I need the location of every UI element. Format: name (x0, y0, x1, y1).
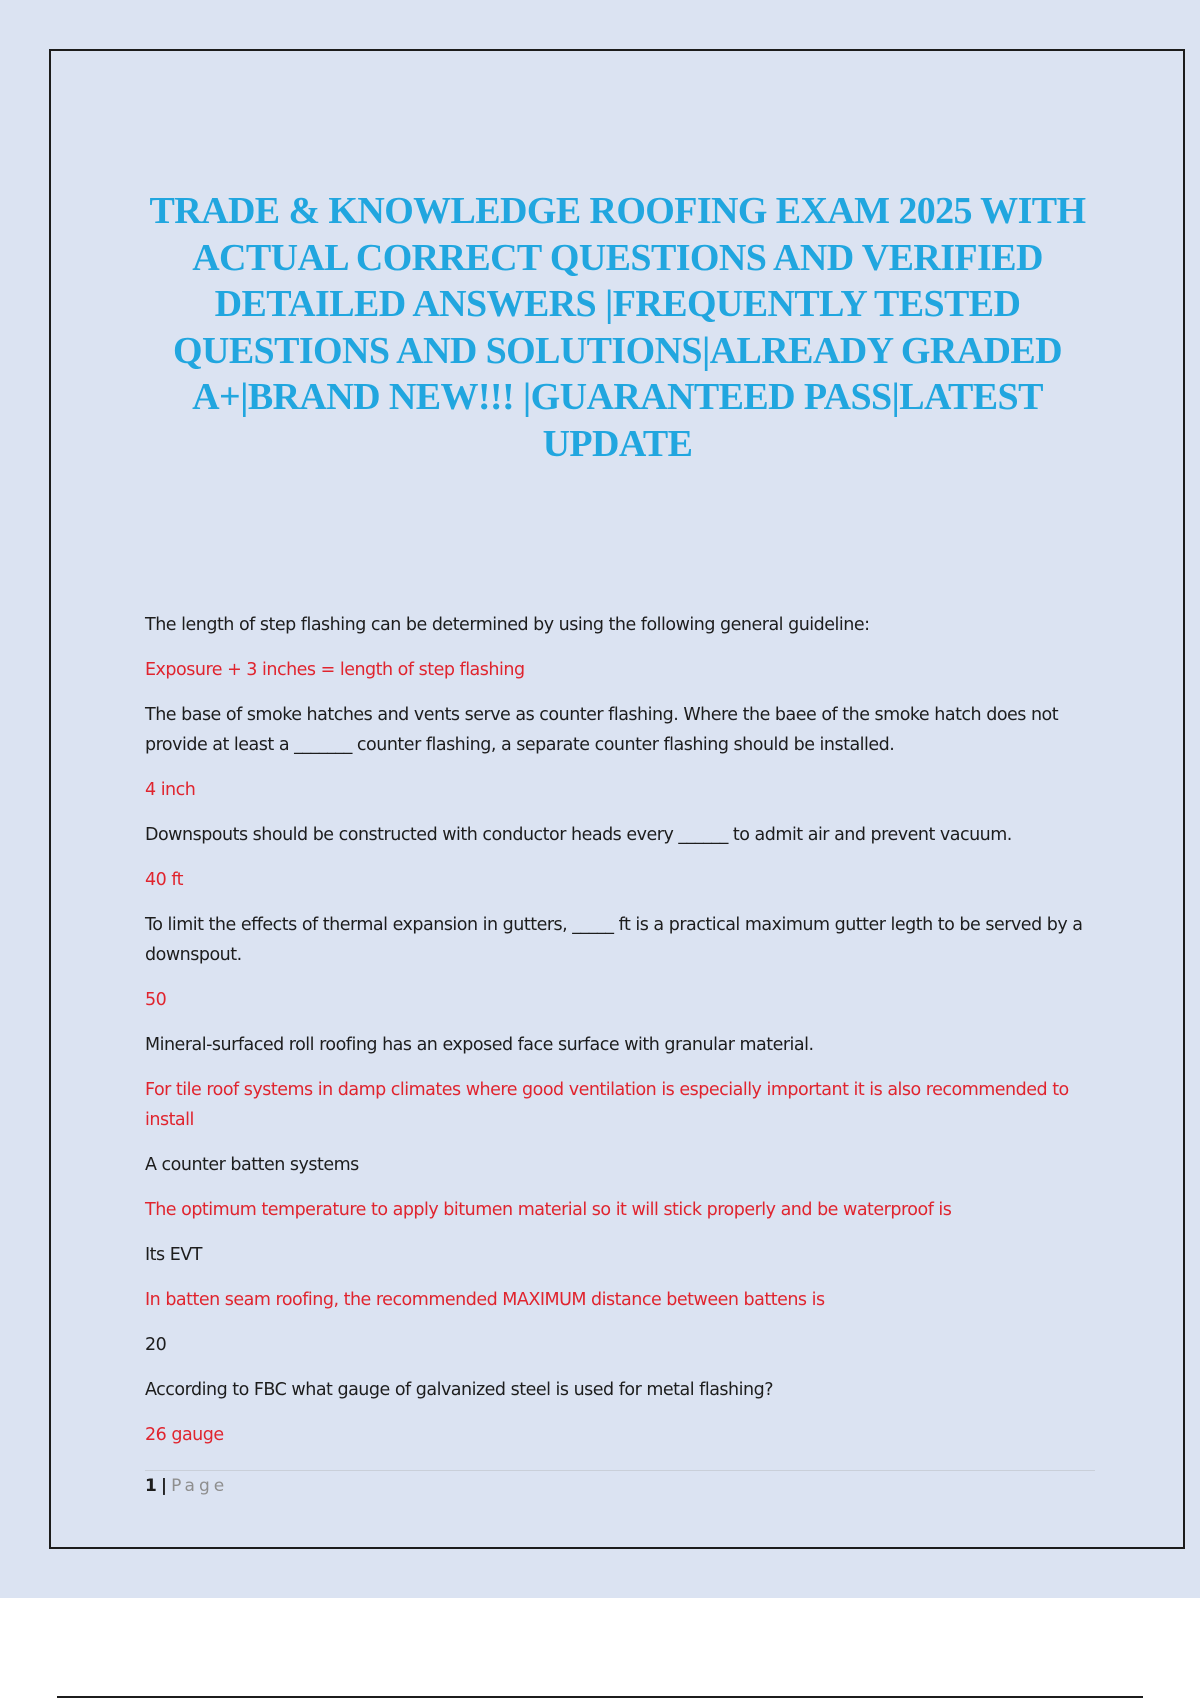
question-2: The base of smoke hatches and vents serve as counter flashing. Where the baee of the smoke hatch does not provide at least a _______ counter flashing, a separate counter flashing should be installed. (145, 705, 1059, 755)
footer-divider (145, 1470, 1095, 1471)
answer-9: 26 gauge (145, 1425, 224, 1445)
question-8: In batten seam roofing, the recommended MAXIMUM distance between battens is (145, 1290, 825, 1310)
question-3: Downspouts should be constructed with conductor heads every ______ to admit air and prevent vacuum. (145, 825, 1012, 845)
question-6: For tile roof systems in damp climates where good ventilation is especially important it is also recommended to install (145, 1080, 1069, 1130)
answer-2: 4 inch (145, 780, 196, 800)
page-footer (145, 1474, 228, 1498)
answer-6: A counter batten systems (145, 1155, 359, 1175)
page-number: 1 (145, 1476, 157, 1496)
answer-7: Its EVT (145, 1245, 202, 1265)
document-title: TRADE & KNOWLEDGE ROOFING EXAM 2025 WITH ACTUAL CORRECT QUESTIONS AND VERIFIED DETAILED ANSWERS |FREQUENTLY TESTED QUESTIONS AND SOLUTIONS|ALREADY GRADED A+|BRAND NEW!!! |GUARANTEED PASS|LATEST UPDATE (149, 190, 1086, 465)
answer-1: Exposure + 3 inches = length of step flashing (145, 660, 525, 680)
question-7: The optimum temperature to apply bitumen material so it will stick properly and be waterproof is (145, 1200, 952, 1220)
question-1: The length of step flashing can be determined by using the following general guideline: (145, 615, 870, 635)
next-page-top-rule (57, 1696, 1143, 1698)
page-label: Page (171, 1476, 229, 1496)
question-9: According to FBC what gauge of galvanized steel is used for metal flashing? (145, 1380, 773, 1400)
question-4: To limit the effects of thermal expansion in gutters, _____ ft is a practical maximum gutter legth to be served by a downspout. (145, 915, 1083, 965)
answer-4: 50 (145, 990, 167, 1010)
statement-5: Mineral-surfaced roll roofing has an exposed face surface with granular material. (145, 1035, 814, 1055)
qa-list (145, 610, 1095, 1465)
answer-3: 40 ft (145, 870, 184, 890)
page-separator: | (160, 1476, 168, 1496)
answer-8: 20 (145, 1335, 167, 1355)
